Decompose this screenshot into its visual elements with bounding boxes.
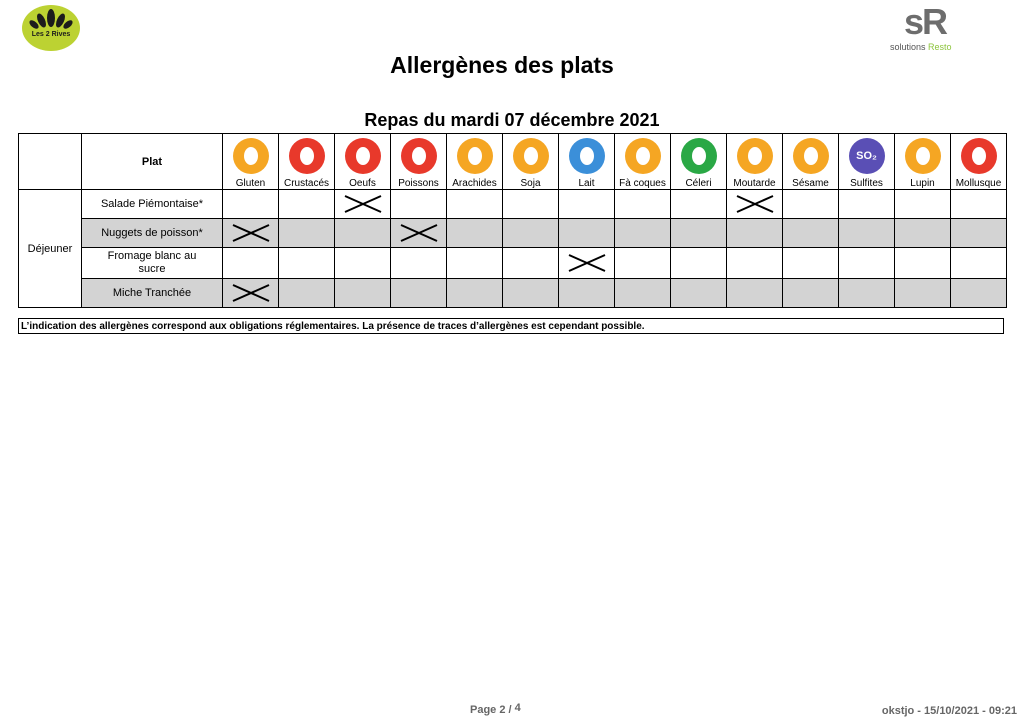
allergen-header-13 [951,134,1007,190]
allergen-cell [671,190,727,219]
allergen-cell [671,248,727,279]
allergen-label: Moutarde [733,177,776,189]
allergen-cell [671,279,727,308]
allergen-present-mark [343,195,383,213]
allergen-cell [559,219,615,248]
allergen-cell [839,190,895,219]
allergen-label: Sulfites [850,177,883,189]
allergen-cell [727,190,783,219]
table-row [19,248,1007,279]
allergen-cell [615,219,671,248]
fish-icon [401,138,437,174]
footer-stamp: okstjo - 15/10/2021 - 09:21 [881,705,1017,717]
header-row [19,134,1007,190]
egg-icon [345,138,381,174]
allergen-cell [391,219,447,248]
allergen-label: Sésame [792,177,829,189]
wheat-icon [233,138,269,174]
soy-icon [513,138,549,174]
allergen-cell [447,190,503,219]
allergen-cell [223,190,279,219]
allergen-label: Crustacés [283,177,329,189]
allergen-disclaimer: L’indication des allergènes correspond aux obligations réglementaires. La présence de traces d’allergènes est cependant possible. [18,318,1004,334]
allergen-cell [503,190,559,219]
lupin-icon [905,138,941,174]
shrimp-icon [289,138,325,174]
allergen-header-9 [727,134,783,190]
allergen-header-11 [839,134,895,190]
allergen-cell [895,219,951,248]
allergen-cell [839,248,895,279]
allergen-label: Fà coques [619,177,666,189]
meal-date-subtitle: Repas du mardi 07 décembre 2021 [364,110,660,130]
logo-tagline-2: Resto [928,42,952,52]
celery-icon [681,138,717,174]
allergen-cell [559,248,615,279]
allergen-present-mark [735,195,775,213]
allergen-header-4 [447,134,503,190]
page-label: Page 2 / [470,704,512,716]
peanut-icon [457,138,493,174]
allergen-cell [895,279,951,308]
allergen-cell [503,248,559,279]
allergen-cell [559,279,615,308]
table-row [19,219,1007,248]
sesame-icon [793,138,829,174]
allergen-header-5 [503,134,559,190]
allergen-cell [951,190,1007,219]
allergen-cell [951,279,1007,308]
allergen-cell [951,219,1007,248]
allergen-cell [279,219,335,248]
nut-icon [625,138,661,174]
allergen-present-mark [567,254,607,272]
allergen-cell [503,279,559,308]
dish-name: Nuggets de poisson* [82,219,223,248]
allergen-cell [951,248,1007,279]
allergen-label: Lait [578,177,595,189]
milk-icon [569,138,605,174]
allergen-cell [559,190,615,219]
allergen-cell [279,279,335,308]
allergen-cell [447,279,503,308]
allergen-cell [391,248,447,279]
allergen-header-6 [559,134,615,190]
allergen-cell [783,248,839,279]
allergen-present-mark [231,284,271,302]
logo-right-mark: sR [904,1,947,42]
allergen-cell [615,248,671,279]
allergen-header-0 [223,134,279,190]
allergen-cell [335,248,391,279]
allergen-table [18,133,1007,308]
mollusc-icon [961,138,997,174]
allergen-label: Gluten [235,177,266,189]
table-row [19,279,1007,308]
les-2-rives-logo [22,5,80,51]
allergen-cell [391,279,447,308]
allergen-header-3 [391,134,447,190]
so2-icon [849,138,885,174]
meal-header-cell [19,134,82,190]
allergen-cell [503,219,559,248]
allergen-cell [615,279,671,308]
allergen-cell [783,279,839,308]
mustard-icon [737,138,773,174]
allergen-cell [783,219,839,248]
allergen-cell [671,219,727,248]
allergen-cell [447,248,503,279]
allergen-cell [783,190,839,219]
allergen-label: Céleri [685,177,712,189]
allergen-label: Poissons [398,177,439,189]
allergen-cell [223,279,279,308]
dish-name: Fromage blanc au sucre [82,248,223,279]
allergen-label: Soja [520,177,541,189]
allergen-cell [895,190,951,219]
logo-left-text: Les 2 Rives [31,31,71,38]
allergen-cell [279,190,335,219]
allergen-cell [615,190,671,219]
allergen-header-1 [279,134,335,190]
allergen-header-8 [671,134,727,190]
allergen-cell [895,248,951,279]
allergen-cell [727,279,783,308]
allergen-cell [447,219,503,248]
allergen-cell [727,219,783,248]
page-title: Allergènes des plats [390,52,614,78]
allergen-label: Arachides [452,177,497,189]
page-number [470,704,521,716]
plat-header: Plat [82,134,223,190]
allergen-cell [223,248,279,279]
page-total: 4 [514,702,521,714]
table-row [19,190,1007,219]
allergen-cell [335,279,391,308]
allergen-header-12 [895,134,951,190]
allergen-cell [223,219,279,248]
allergen-cell [335,190,391,219]
allergen-present-mark [399,224,439,242]
allergen-header-10 [783,134,839,190]
dish-name: Miche Tranchée [82,279,223,308]
so2-symbol: SO₂ [856,149,877,162]
allergen-header-2 [335,134,391,190]
allergen-cell [839,279,895,308]
allergen-label: Mollusque [955,177,1002,189]
allergen-cell [279,248,335,279]
allergen-present-mark [231,224,271,242]
allergen-cell [839,219,895,248]
solutions-resto-logo [888,1,984,52]
allergen-header-7 [615,134,671,190]
allergen-cell [727,248,783,279]
dish-name: Salade Piémontaise* [82,190,223,219]
allergen-cell [391,190,447,219]
allergen-cell [335,219,391,248]
logo-tagline-1: solutions [890,42,926,52]
allergen-label: Lupin [910,177,935,189]
allergen-label: Oeufs [349,177,376,189]
meal-label: Déjeuner [19,190,82,308]
